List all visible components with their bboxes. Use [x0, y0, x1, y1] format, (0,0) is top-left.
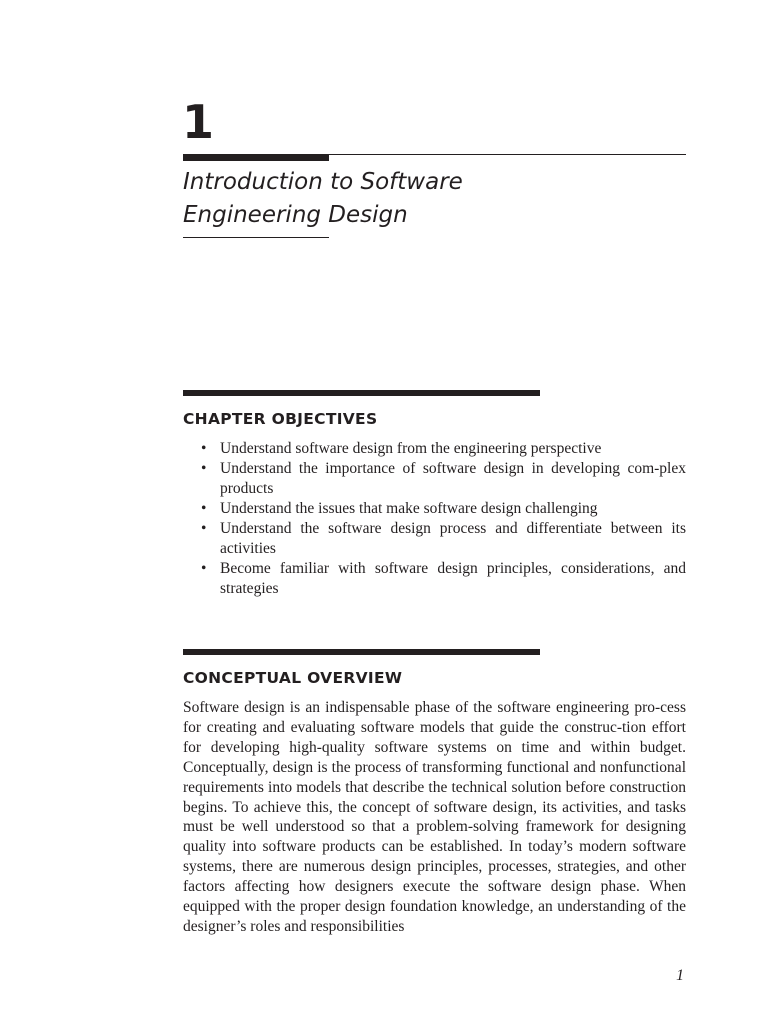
- list-item: [183, 559, 686, 599]
- chapter-title: [183, 166, 463, 232]
- list-item: [183, 499, 686, 519]
- list-item-text: Become familiar with software design principles, considerations, and strategies: [220, 560, 686, 597]
- list-item: [183, 519, 686, 559]
- list-item: [183, 439, 686, 459]
- bullet-icon: •: [201, 500, 207, 517]
- chapter-number: 1: [182, 95, 215, 149]
- objectives-list: [183, 439, 686, 599]
- bullet-icon: •: [201, 440, 207, 457]
- bullet-icon: •: [201, 560, 207, 577]
- chapter-title-line-1: Introduction to Software: [183, 169, 463, 195]
- chapter-title-underline: [183, 237, 329, 238]
- list-item-text: Understand the importance of software design in developing com-plex products: [220, 460, 686, 497]
- bullet-icon: •: [201, 460, 207, 477]
- bullet-icon: •: [201, 520, 207, 537]
- page-number: 1: [676, 967, 684, 984]
- chapter-rule-thick: [183, 155, 329, 161]
- objectives-heading: CHAPTER OBJECTIVES: [183, 410, 378, 428]
- overview-paragraph: Software design is an indispensable phase of the software engineering pro-cess for creating and evaluating software models that guide the construc-tion effort for developing high-quality software systems on time and within budget. Conceptually, design is the process of transforming functional and nonfunctional requirements into models that describe the technical solution before construction begins. To achieve this, the concept of software design, its activities, and tasks must be well understood so that a problem-solving framework for designing quality into software products can be established. In today’s modern software systems, there are numerous design principles, processes, strategies, and other factors affecting how designers execute the software design phase. When equipped with the proper design foundation knowledge, an understanding of the designer’s roles and responsibilities: [183, 699, 686, 935]
- overview-divider: [183, 649, 540, 655]
- list-item-text: Understand the issues that make software design challenging: [220, 500, 598, 517]
- objectives-divider: [183, 390, 540, 396]
- chapter-title-line-2: Engineering Design: [183, 202, 408, 228]
- list-item-text: Understand software design from the engineering perspective: [220, 440, 602, 457]
- overview-heading: CONCEPTUAL OVERVIEW: [183, 669, 403, 687]
- list-item: [183, 459, 686, 499]
- list-item-text: Understand the software design process and differentiate between its activities: [220, 520, 686, 557]
